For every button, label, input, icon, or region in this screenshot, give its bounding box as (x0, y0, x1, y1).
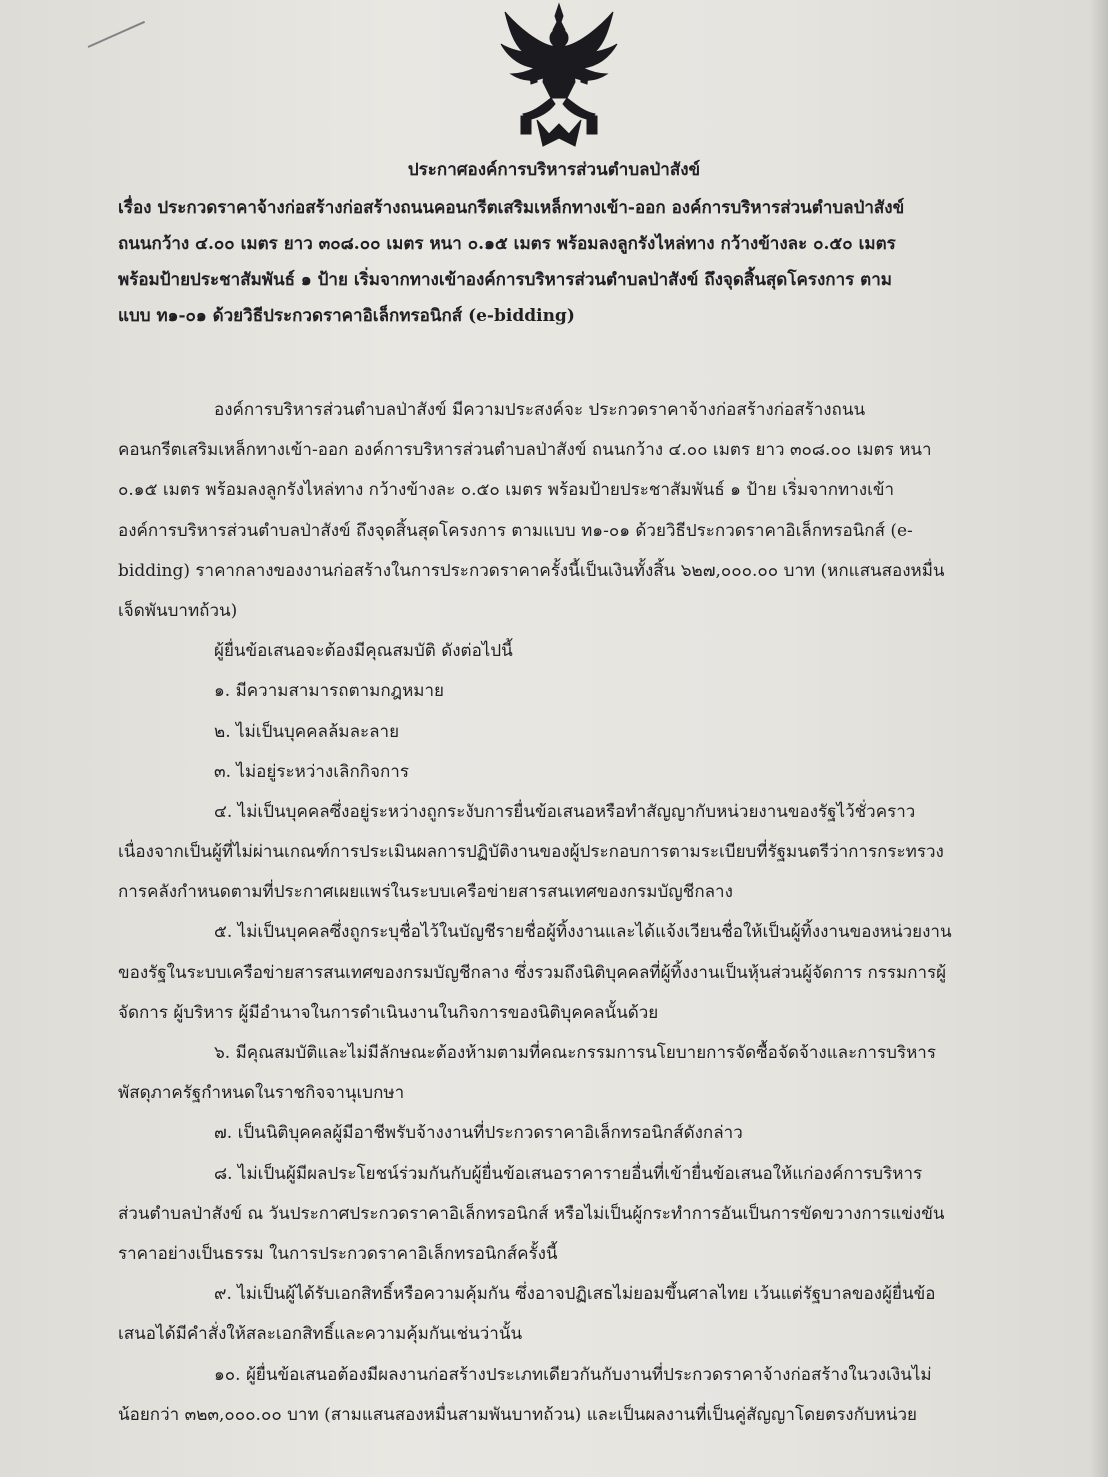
body-line: ส่วนตำบลป่าสังข์ ณ วันประกาศประกวดราคาอิเล็กทรอนิกส์ หรือไม่เป็นผู้กระทำการอันเป็นการขัดขวางการแข่งขัน (118, 1203, 945, 1224)
body-line: การคลังกำหนดตามที่ประกาศเผยแพร่ในระบบเครือข่ายสารสนเทศของกรมบัญชีกลาง (118, 882, 733, 903)
subject-line: ถนนกว้าง ๔.๐๐ เมตร ยาว ๓๐๘.๐๐ เมตร หนา ๐.๑๕ เมตร พร้อมลงลูกรังไหล่ทาง กว้างข้างละ ๐.๕๐ เมตร (118, 234, 896, 254)
subject-block (118, 196, 1018, 340)
body-line: bidding) ราคากลางของงานก่อสร้างในการประกวดราคาครั้งนี้เป็นเงินทั้งสิ้น ๖๒๗,๐๐๐.๐๐ บาท (หกแสนสองหมื่น (118, 560, 945, 581)
body-line: เนื่องจากเป็นผู้ที่ไม่ผ่านเกณฑ์การประเมินผลการปฏิบัติงานของผู้ประกอบการตามระเบียบที่รัฐมนตรีว่าการกระทรวง (118, 842, 944, 863)
body-line: เสนอได้มีคำสั่งให้สละเอกสิทธิ์และความคุ้มกันเช่นว่านั้น (118, 1324, 523, 1345)
list-item: ๕. ไม่เป็นบุคคลซึ่งถูกระบุชื่อไว้ในบัญชีรายชื่อผู้ทิ้งงานและได้แจ้งเวียนชื่อให้เป็นผู้ทิ้งงานของหน่วยงาน (214, 922, 952, 943)
list-item: ๑. มีความสามารถตามกฎหมาย (214, 681, 444, 702)
body-line: จัดการ ผู้บริหาร ผู้มีอำนาจในการดำเนินงานในกิจการของนิติบุคคลนั้นด้วย (118, 1002, 659, 1023)
page-shadow (1090, 0, 1108, 1477)
body-line: คอนกรีตเสริมเหล็กทางเข้า-ออก องค์การบริหารส่วนตำบลป่าสังข์ ถนนกว้าง ๔.๐๐ เมตร ยาว ๓๐๘.๐๐ เมตร หนา (118, 440, 932, 461)
body-line: ผู้ยื่นข้อเสนอจะต้องมีคุณสมบัติ ดังต่อไปนี้ (214, 641, 513, 662)
garuda-emblem-icon (497, 2, 621, 150)
body-line: ๐.๑๕ เมตร พร้อมลงลูกรังไหล่ทาง กว้างข้างละ ๐.๕๐ เมตร พร้อมป้ายประชาสัมพันธ์ ๑ ป้าย เริ่มจากทางเข้า (118, 480, 895, 501)
subject-line: พร้อมป้ายประชาสัมพันธ์ ๑ ป้าย เริ่มจากทางเข้าองค์การบริหารส่วนตำบลป่าสังข์ ถึงจุดสิ้นสุดโครงการ ตาม (118, 270, 892, 290)
body-line: พัสดุภาครัฐกำหนดในราชกิจจานุเบกษา (118, 1083, 405, 1104)
subject-line: เรื่อง ประกวดราคาจ้างก่อสร้างก่อสร้างถนนคอนกรีตเสริมเหล็กทางเข้า-ออก องค์การบริหารส่วนตำบลป่าสังข์ (118, 198, 905, 218)
body-line: องค์การบริหารส่วนตำบลป่าสังข์ ถึงจุดสิ้นสุดโครงการ ตามแบบ ท๑-๐๑ ด้วยวิธีประกวดราคาอิเล็กทรอนิกส์ (e- (118, 520, 913, 541)
body-line: ราคาอย่างเป็นธรรม ในการประกวดราคาอิเล็กทรอนิกส์ครั้งนี้ (118, 1243, 558, 1264)
list-item: ๗. เป็นนิติบุคคลผู้มีอาชีพรับจ้างงานที่ประกวดราคาอิเล็กทรอนิกส์ดังกล่าว (214, 1123, 743, 1144)
body-line: องค์การบริหารส่วนตำบลป่าสังข์ มีความประสงค์จะ ประกวดราคาจ้างก่อสร้างก่อสร้างถนน (214, 400, 866, 420)
body-line: ของรัฐในระบบเครือข่ายสารสนเทศของกรมบัญชีกลาง ซึ่งรวมถึงนิติบุคคลที่ผู้ทิ้งงานเป็นหุ้นส่วนผู้จัดการ กรรมการผู้ (118, 962, 947, 983)
list-item: ๑๐. ผู้ยื่นข้อเสนอต้องมีผลงานก่อสร้างประเภทเดียวกันกับงานที่ประกวดราคาจ้างก่อสร้างในวงเงินไม่ (214, 1364, 932, 1385)
body-text (118, 398, 1028, 1443)
pen-mark (88, 21, 145, 48)
body-line: น้อยกว่า ๓๒๓,๐๐๐.๐๐ บาท (สามแสนสองหมื่นสามพันบาทถ้วน) และเป็นผลงานที่เป็นคู่สัญญาโดยตรงกับหน่วย (118, 1404, 917, 1425)
subject-line: แบบ ท๑-๐๑ ด้วยวิธีประกวดราคาอิเล็กทรอนิกส์ (e-bidding) (118, 306, 575, 326)
list-item: ๘. ไม่เป็นผู้มีผลประโยชน์ร่วมกันกับผู้ยื่นข้อเสนอราคารายอื่นที่เข้ายื่นข้อเสนอให้แก่องค์การบริหาร (214, 1163, 923, 1184)
list-item: ๒. ไม่เป็นบุคคลล้มละลาย (214, 721, 400, 742)
list-item: ๖. มีคุณสมบัติและไม่มีลักษณะต้องห้ามตามที่คณะกรรมการนโยบายการจัดซื้อจัดจ้างและการบริหาร (214, 1043, 936, 1063)
body-line: เจ็ดพันบาทถ้วน) (118, 600, 238, 621)
list-item: ๙. ไม่เป็นผู้ได้รับเอกสิทธิ์หรือความคุ้มกัน ซึ่งอาจปฏิเสธไม่ยอมขึ้นศาลไทย เว้นแต่รัฐบาลของผู้ยื่นข้อ (214, 1284, 936, 1305)
list-item: ๓. ไม่อยู่ระหว่างเลิกกิจการ (214, 761, 409, 782)
list-item: ๔. ไม่เป็นบุคคลซึ่งอยู่ระหว่างถูกระงับการยื่นข้อเสนอหรือทำสัญญากับหน่วยงานของรัฐไว้ชั่วคราว (214, 801, 916, 822)
document-title: ประกาศองค์การบริหารส่วนตำบลป่าสังข์ (407, 160, 701, 180)
